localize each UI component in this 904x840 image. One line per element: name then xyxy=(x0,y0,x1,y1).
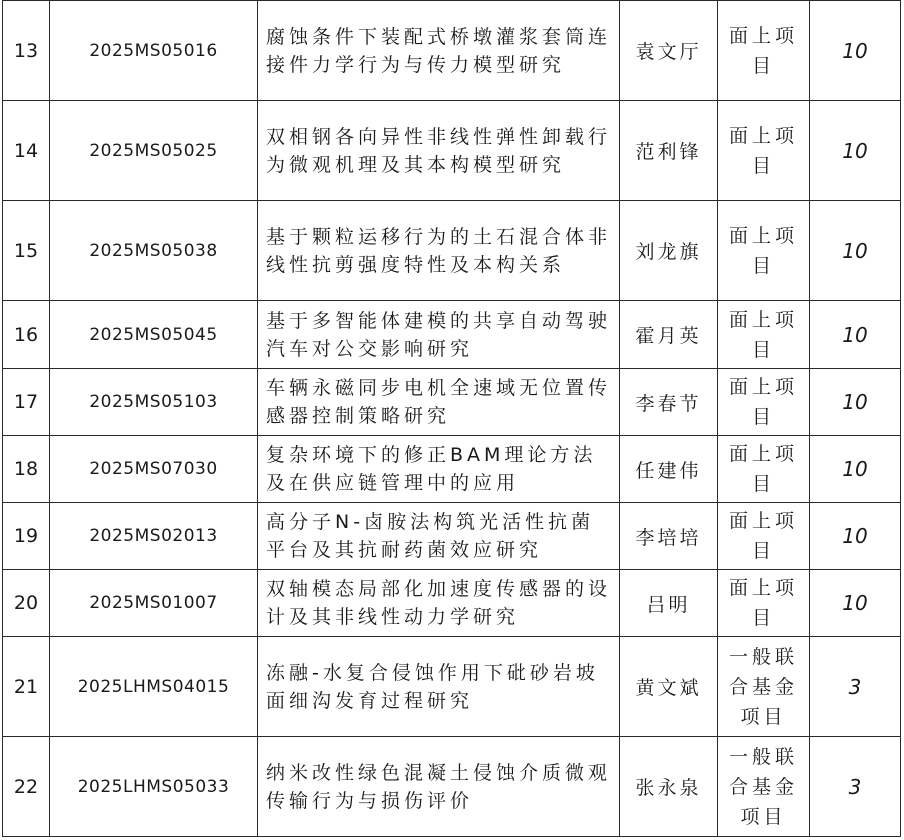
project-leader: 霍月英 xyxy=(620,301,718,369)
project-code: 2025MS05103 xyxy=(50,369,258,436)
project-type: 面上项目 xyxy=(718,201,810,301)
project-leader: 袁文厅 xyxy=(620,1,718,101)
row-number: 18 xyxy=(3,436,50,503)
project-code: 2025LHMS05033 xyxy=(50,737,258,837)
project-code: 2025MS07030 xyxy=(50,436,258,503)
project-type: 一般联合基金项目 xyxy=(718,637,810,737)
project-type: 面上项目 xyxy=(718,1,810,101)
table-row xyxy=(3,201,901,301)
project-leader: 李培培 xyxy=(620,503,718,570)
project-leader: 刘龙旗 xyxy=(620,201,718,301)
project-code: 2025MS02013 xyxy=(50,503,258,570)
project-funds: 10 xyxy=(810,201,901,301)
project-type: 面上项目 xyxy=(718,301,810,369)
row-number: 14 xyxy=(3,101,50,201)
row-number: 20 xyxy=(3,570,50,637)
project-funds: 10 xyxy=(810,1,901,101)
project-code: 2025MS05016 xyxy=(50,1,258,101)
table-row xyxy=(3,503,901,570)
project-code: 2025MS01007 xyxy=(50,570,258,637)
project-title: 基于颗粒运移行为的土石混合体非线性抗剪强度特性及本构关系 xyxy=(258,201,620,301)
project-title: 双相钢各向异性非线性弹性卸载行为微观机理及其本构模型研究 xyxy=(258,101,620,201)
project-code: 2025MS05025 xyxy=(50,101,258,201)
project-title: 纳米改性绿色混凝土侵蚀介质微观传输行为与损伤评价 xyxy=(258,737,620,837)
row-number: 21 xyxy=(3,637,50,737)
table-row xyxy=(3,637,901,737)
table-row xyxy=(3,737,901,837)
row-number: 17 xyxy=(3,369,50,436)
project-funds: 10 xyxy=(810,101,901,201)
project-type: 面上项目 xyxy=(718,101,810,201)
project-type: 面上项目 xyxy=(718,436,810,503)
row-number: 13 xyxy=(3,1,50,101)
project-leader: 任建伟 xyxy=(620,436,718,503)
project-leader: 黄文斌 xyxy=(620,637,718,737)
project-title: 车辆永磁同步电机全速域无位置传感器控制策略研究 xyxy=(258,369,620,436)
project-leader: 李春节 xyxy=(620,369,718,436)
project-title: 高分子N-卤胺法构筑光活性抗菌平台及其抗耐药菌效应研究 xyxy=(258,503,620,570)
project-leader: 吕明 xyxy=(620,570,718,637)
project-funds: 10 xyxy=(810,369,901,436)
project-title: 复杂环境下的修正BAM理论方法及在供应链管理中的应用 xyxy=(258,436,620,503)
row-number: 22 xyxy=(3,737,50,837)
row-number: 15 xyxy=(3,201,50,301)
project-leader: 范利锋 xyxy=(620,101,718,201)
table-row xyxy=(3,101,901,201)
project-code: 2025MS05038 xyxy=(50,201,258,301)
project-title: 腐蚀条件下装配式桥墩灌浆套筒连接件力学行为与传力模型研究 xyxy=(258,1,620,101)
project-funds: 3 xyxy=(810,737,901,837)
table-row xyxy=(3,301,901,369)
project-funds: 10 xyxy=(810,436,901,503)
project-title: 基于多智能体建模的共享自动驾驶汽车对公交影响研究 xyxy=(258,301,620,369)
project-funds: 10 xyxy=(810,503,901,570)
project-title: 冻融-水复合侵蚀作用下砒砂岩坡面细沟发育过程研究 xyxy=(258,637,620,737)
row-number: 16 xyxy=(3,301,50,369)
project-title: 双轴模态局部化加速度传感器的设计及其非线性动力学研究 xyxy=(258,570,620,637)
project-code: 2025MS05045 xyxy=(50,301,258,369)
table-row xyxy=(3,369,901,436)
project-funds: 10 xyxy=(810,570,901,637)
project-type: 面上项目 xyxy=(718,570,810,637)
project-leader: 张永泉 xyxy=(620,737,718,837)
project-type: 面上项目 xyxy=(718,369,810,436)
project-funds: 10 xyxy=(810,301,901,369)
project-funds: 3 xyxy=(810,637,901,737)
project-type: 面上项目 xyxy=(718,503,810,570)
row-number: 19 xyxy=(3,503,50,570)
table-row xyxy=(3,436,901,503)
project-code: 2025LHMS04015 xyxy=(50,637,258,737)
table-row xyxy=(3,570,901,637)
table-row xyxy=(3,1,901,101)
project-type: 一般联合基金项目 xyxy=(718,737,810,837)
project-table xyxy=(2,0,901,837)
